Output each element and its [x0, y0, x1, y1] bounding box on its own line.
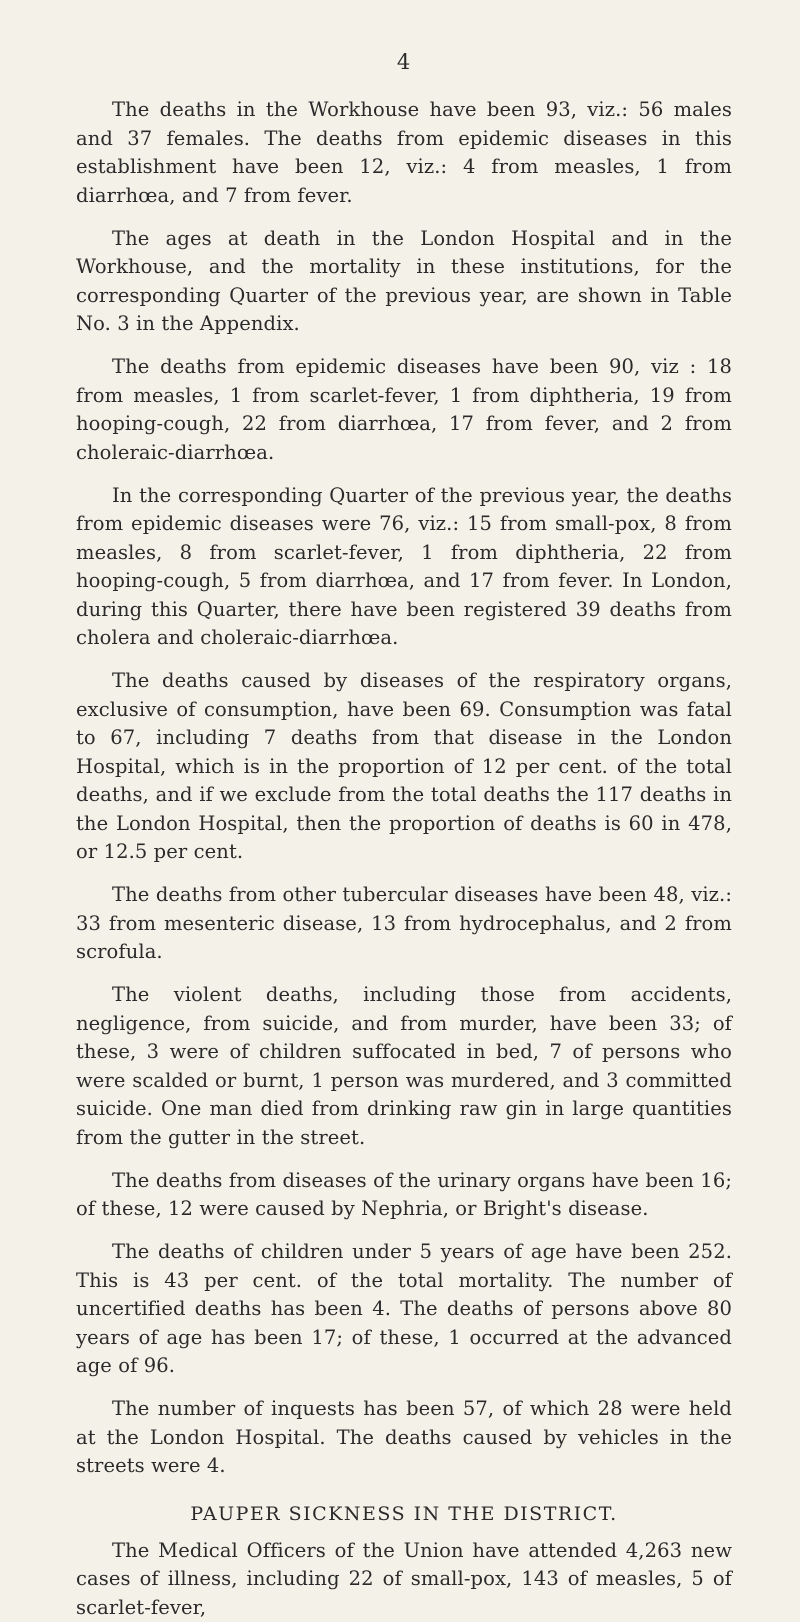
paragraph-tubercular-deaths: The deaths from other tubercular diseases have been 48, viz.: 33 from mesenteric disease, 13 from hydrocephalus, and 2 from scrofula.: [76, 881, 732, 967]
paragraph-workhouse-deaths: The deaths in the Workhouse have been 93, viz.: 56 males and 37 females. The deaths from epidemic diseases in this establishment have been 12, viz.: 4 from measles, 1 from diarrhœa, and 7 from fever.: [76, 96, 732, 210]
paragraph-violent-deaths: The violent deaths, including those from accidents, negligence, from suicide, and from murder, have been 33; of these, 3 were of children suffocated in bed, 7 of persons who were scalded or burnt, 1 person was murdered, and 3 committed suicide. One man died from drinking raw gin in large quantities from the gutter in the street.: [76, 981, 732, 1152]
paragraph-urinary-deaths: The deaths from diseases of the urinary organs have been 16; of these, 12 were caused by Nephria, or Bright's disease.: [76, 1167, 732, 1224]
paragraph-epidemic-deaths: The deaths from epidemic diseases have been 90, viz : 18 from measles, 1 from scarlet-fever, 1 from diphtheria, 19 from hooping-cough, 22 from diarrhœa, 17 from fever, and 2 from choleraic-diarrhœa.: [76, 353, 732, 467]
paragraph-children-deaths: The deaths of children under 5 years of age have been 252. This is 43 per cent. of the total mortality. The number of uncertified deaths has been 4. The deaths of persons above 80 years of age has been 17; of these, 1 occurred at the advanced age of 96.: [76, 1238, 732, 1381]
paragraph-ages-at-death: The ages at death in the London Hospital and in the Workhouse, and the mortality in these institutions, for the corresponding Quarter of the previous year, are shown in Table No. 3 in the Appendix.: [76, 225, 732, 339]
paragraph-inquests: The number of inquests has been 57, of which 28 were held at the London Hospital. The deaths caused by vehicles in the streets were 4.: [76, 1395, 732, 1481]
paragraph-pauper-sickness: The Medical Officers of the Union have attended 4,263 new cases of illness, including 22 of small-pox, 143 of measles, 5 of scarlet-fever,: [76, 1537, 732, 1622]
section-heading: PAUPER SICKNESS IN THE DISTRICT.: [76, 1503, 732, 1525]
paragraph-previous-quarter: In the corresponding Quarter of the previous year, the deaths from epidemic diseases were 76, viz.: 15 from small-pox, 8 from measles, 8 from scarlet-fever, 1 from diphtheria, 22 from hooping-cough, 5 from diarrhœa, and 17 from fever. In London, during this Quarter, there have been registered 39 deaths from cholera and choleraic-diarrhœa.: [76, 482, 732, 653]
paragraph-respiratory-deaths: The deaths caused by diseases of the respiratory organs, exclusive of consumption, have been 69. Consumption was fatal to 67, including 7 deaths from that disease in the London Hospital, which is in the proportion of 12 per cent. of the total deaths, and if we exclude from the total deaths the 117 deaths in the London Hospital, then the proportion of deaths is 60 in 478, or 12.5 per cent.: [76, 667, 732, 867]
page-number: 4: [76, 50, 732, 74]
